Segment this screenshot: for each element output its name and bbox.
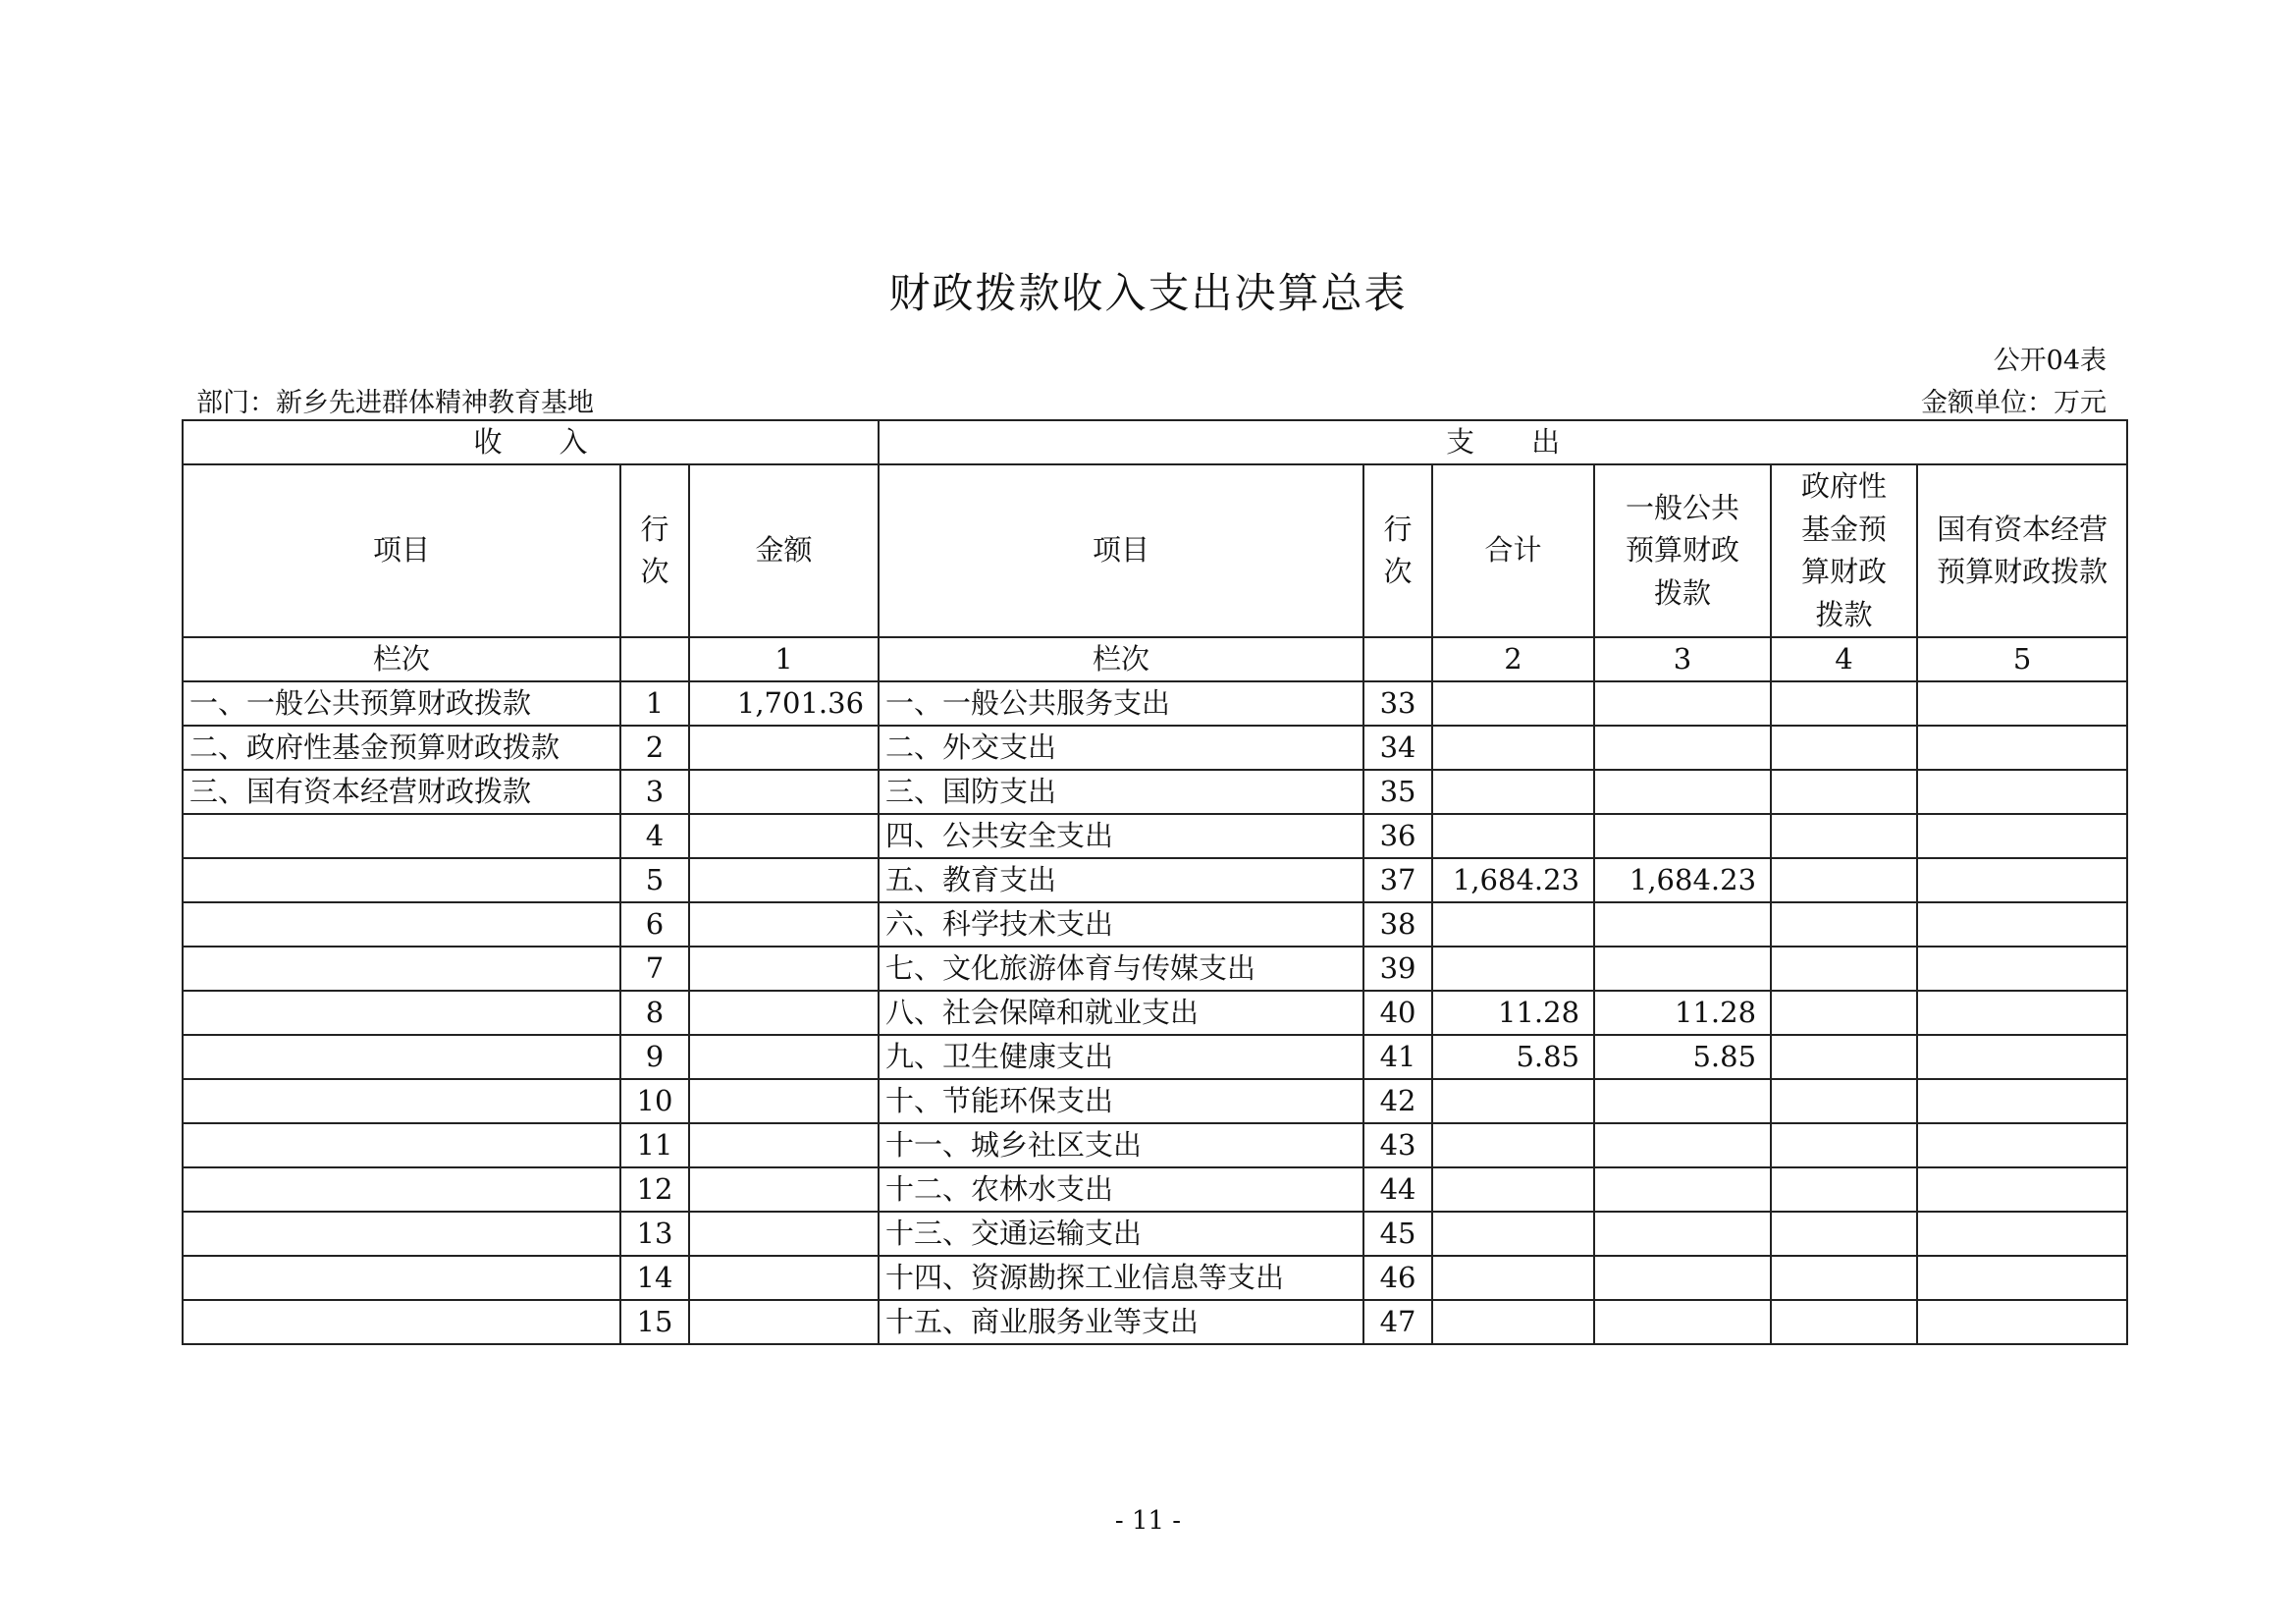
income-item-cell bbox=[183, 1167, 620, 1212]
income-row-cell: 9 bbox=[620, 1035, 689, 1079]
expense-item-cell: 九、卫生健康支出 bbox=[879, 1035, 1363, 1079]
income-amount-cell bbox=[689, 991, 879, 1035]
expense-row-cell: 34 bbox=[1363, 726, 1432, 770]
general-budget-cell bbox=[1594, 814, 1771, 858]
col-header-income-amount: 金额 bbox=[689, 464, 879, 637]
expense-item-cell: 二、外交支出 bbox=[879, 726, 1363, 770]
income-item-cell bbox=[183, 1300, 620, 1344]
income-item-cell bbox=[183, 902, 620, 947]
income-row-cell: 15 bbox=[620, 1300, 689, 1344]
income-amount-cell bbox=[689, 814, 879, 858]
income-item-cell: 三、国有资本经营财政拨款 bbox=[183, 770, 620, 814]
gov-fund-cell bbox=[1771, 1256, 1917, 1300]
expense-row-cell: 46 bbox=[1363, 1256, 1432, 1300]
gov-fund-cell bbox=[1771, 1123, 1917, 1167]
table-row bbox=[183, 991, 2127, 1035]
income-item-cell: 二、政府性基金预算财政拨款 bbox=[183, 726, 620, 770]
income-row-cell: 4 bbox=[620, 814, 689, 858]
department-label: 部门：新乡先进群体精神教育基地 bbox=[196, 388, 594, 418]
total-cell bbox=[1432, 902, 1594, 947]
state-capital-cell bbox=[1917, 681, 2127, 726]
table-row bbox=[183, 681, 2127, 726]
total-cell bbox=[1432, 770, 1594, 814]
general-budget-cell bbox=[1594, 681, 1771, 726]
income-item-cell bbox=[183, 858, 620, 902]
total-cell bbox=[1432, 681, 1594, 726]
state-capital-cell bbox=[1917, 1035, 2127, 1079]
total-cell bbox=[1432, 1256, 1594, 1300]
income-row-cell: 8 bbox=[620, 991, 689, 1035]
index-expense-item: 栏次 bbox=[879, 637, 1363, 681]
income-amount-cell bbox=[689, 902, 879, 947]
expense-item-cell: 十三、交通运输支出 bbox=[879, 1212, 1363, 1256]
total-cell bbox=[1432, 1079, 1594, 1123]
table-row bbox=[183, 814, 2127, 858]
expense-row-cell: 36 bbox=[1363, 814, 1432, 858]
amount-unit-label: 金额单位：万元 bbox=[1921, 388, 2107, 418]
expense-item-cell: 六、科学技术支出 bbox=[879, 902, 1363, 947]
expense-row-cell: 37 bbox=[1363, 858, 1432, 902]
state-capital-cell bbox=[1917, 1256, 2127, 1300]
index-total: 2 bbox=[1432, 637, 1594, 681]
col-header-expense-item: 项目 bbox=[879, 464, 1363, 637]
state-capital-cell bbox=[1917, 947, 2127, 991]
gov-fund-cell bbox=[1771, 902, 1917, 947]
gov-fund-cell bbox=[1771, 1300, 1917, 1344]
state-capital-cell bbox=[1917, 1123, 2127, 1167]
state-capital-cell bbox=[1917, 1300, 2127, 1344]
state-capital-cell bbox=[1917, 991, 2127, 1035]
income-amount-cell bbox=[689, 1300, 879, 1344]
general-budget-cell: 1,684.23 bbox=[1594, 858, 1771, 902]
form-number: 公开04表 bbox=[1993, 346, 2107, 376]
total-cell: 11.28 bbox=[1432, 991, 1594, 1035]
general-budget-cell: 5.85 bbox=[1594, 1035, 1771, 1079]
expense-item-cell: 三、国防支出 bbox=[879, 770, 1363, 814]
income-amount-cell bbox=[689, 1035, 879, 1079]
index-state-capital: 5 bbox=[1917, 637, 2127, 681]
income-row-cell: 13 bbox=[620, 1212, 689, 1256]
gov-fund-cell bbox=[1771, 947, 1917, 991]
state-capital-cell bbox=[1917, 1167, 2127, 1212]
income-amount-cell bbox=[689, 1212, 879, 1256]
total-cell bbox=[1432, 947, 1594, 991]
general-budget-cell bbox=[1594, 1212, 1771, 1256]
index-income-amount: 1 bbox=[689, 637, 879, 681]
col-header-income-item: 项目 bbox=[183, 464, 620, 637]
general-budget-cell bbox=[1594, 1256, 1771, 1300]
expense-item-cell: 七、文化旅游体育与传媒支出 bbox=[879, 947, 1363, 991]
income-item-cell bbox=[183, 1256, 620, 1300]
table-row bbox=[183, 947, 2127, 991]
total-cell bbox=[1432, 1300, 1594, 1344]
income-row-cell: 11 bbox=[620, 1123, 689, 1167]
table-row bbox=[183, 770, 2127, 814]
state-capital-cell bbox=[1917, 814, 2127, 858]
total-cell: 1,684.23 bbox=[1432, 858, 1594, 902]
expense-row-cell: 38 bbox=[1363, 902, 1432, 947]
budget-summary-table bbox=[182, 419, 2128, 1345]
income-row-cell: 2 bbox=[620, 726, 689, 770]
expense-item-cell: 十二、农林水支出 bbox=[879, 1167, 1363, 1212]
gov-fund-cell bbox=[1771, 1035, 1917, 1079]
table-row bbox=[183, 1123, 2127, 1167]
general-budget-cell: 11.28 bbox=[1594, 991, 1771, 1035]
income-amount-cell bbox=[689, 1079, 879, 1123]
income-row-cell: 3 bbox=[620, 770, 689, 814]
expense-item-cell: 五、教育支出 bbox=[879, 858, 1363, 902]
col-header-total: 合计 bbox=[1432, 464, 1594, 637]
income-row-cell: 6 bbox=[620, 902, 689, 947]
gov-fund-cell bbox=[1771, 814, 1917, 858]
income-row-cell: 1 bbox=[620, 681, 689, 726]
index-expense-row bbox=[1363, 637, 1432, 681]
index-income-row bbox=[620, 637, 689, 681]
general-budget-cell bbox=[1594, 726, 1771, 770]
income-item-cell bbox=[183, 1035, 620, 1079]
expense-row-cell: 43 bbox=[1363, 1123, 1432, 1167]
gov-fund-cell bbox=[1771, 1079, 1917, 1123]
total-cell bbox=[1432, 1123, 1594, 1167]
expense-row-cell: 39 bbox=[1363, 947, 1432, 991]
income-row-cell: 10 bbox=[620, 1079, 689, 1123]
table-row bbox=[183, 726, 2127, 770]
income-amount-cell: 1,701.36 bbox=[689, 681, 879, 726]
general-budget-cell bbox=[1594, 1167, 1771, 1212]
general-budget-cell bbox=[1594, 947, 1771, 991]
income-item-cell bbox=[183, 814, 620, 858]
col-header-state-capital: 国有资本经营预算财政拨款 bbox=[1917, 464, 2127, 637]
page-number: - 11 - bbox=[1114, 1506, 1182, 1536]
expense-item-cell: 十四、资源勘探工业信息等支出 bbox=[879, 1256, 1363, 1300]
general-budget-cell bbox=[1594, 902, 1771, 947]
expense-row-cell: 44 bbox=[1363, 1167, 1432, 1212]
income-amount-cell bbox=[689, 1123, 879, 1167]
total-cell: 5.85 bbox=[1432, 1035, 1594, 1079]
income-section-header: 收 入 bbox=[183, 420, 879, 464]
income-row-cell: 5 bbox=[620, 858, 689, 902]
income-row-cell: 14 bbox=[620, 1256, 689, 1300]
table-row bbox=[183, 1167, 2127, 1212]
income-item-cell: 一、一般公共预算财政拨款 bbox=[183, 681, 620, 726]
expense-row-cell: 45 bbox=[1363, 1212, 1432, 1256]
expense-section-header: 支 出 bbox=[879, 420, 2127, 464]
state-capital-cell bbox=[1917, 858, 2127, 902]
table-row bbox=[183, 1212, 2127, 1256]
income-row-cell: 12 bbox=[620, 1167, 689, 1212]
table-row bbox=[183, 1079, 2127, 1123]
table-row bbox=[183, 902, 2127, 947]
section-header-row bbox=[183, 420, 2127, 464]
col-header-income-row: 行次 bbox=[620, 464, 689, 637]
income-item-cell bbox=[183, 947, 620, 991]
expense-row-cell: 47 bbox=[1363, 1300, 1432, 1344]
state-capital-cell bbox=[1917, 902, 2127, 947]
income-amount-cell bbox=[689, 858, 879, 902]
index-general-budget: 3 bbox=[1594, 637, 1771, 681]
general-budget-cell bbox=[1594, 1123, 1771, 1167]
expense-item-cell: 八、社会保障和就业支出 bbox=[879, 991, 1363, 1035]
col-header-expense-row: 行次 bbox=[1363, 464, 1432, 637]
gov-fund-cell bbox=[1771, 1167, 1917, 1212]
state-capital-cell bbox=[1917, 1079, 2127, 1123]
total-cell bbox=[1432, 814, 1594, 858]
expense-row-cell: 33 bbox=[1363, 681, 1432, 726]
expense-row-cell: 35 bbox=[1363, 770, 1432, 814]
column-header-row bbox=[183, 464, 2127, 637]
gov-fund-cell bbox=[1771, 858, 1917, 902]
expense-row-cell: 41 bbox=[1363, 1035, 1432, 1079]
general-budget-cell bbox=[1594, 770, 1771, 814]
expense-item-cell: 四、公共安全支出 bbox=[879, 814, 1363, 858]
table-row bbox=[183, 858, 2127, 902]
expense-item-cell: 十五、商业服务业等支出 bbox=[879, 1300, 1363, 1344]
income-amount-cell bbox=[689, 726, 879, 770]
general-budget-cell bbox=[1594, 1300, 1771, 1344]
gov-fund-cell bbox=[1771, 1212, 1917, 1256]
income-item-cell bbox=[183, 1212, 620, 1256]
state-capital-cell bbox=[1917, 1212, 2127, 1256]
expense-row-cell: 42 bbox=[1363, 1079, 1432, 1123]
gov-fund-cell bbox=[1771, 681, 1917, 726]
table-row bbox=[183, 1300, 2127, 1344]
general-budget-cell bbox=[1594, 1079, 1771, 1123]
expense-item-cell: 十、节能环保支出 bbox=[879, 1079, 1363, 1123]
col-header-general-budget: 一般公共预算财政拨款 bbox=[1594, 464, 1771, 637]
income-amount-cell bbox=[689, 770, 879, 814]
income-amount-cell bbox=[689, 1256, 879, 1300]
gov-fund-cell bbox=[1771, 726, 1917, 770]
income-item-cell bbox=[183, 1123, 620, 1167]
gov-fund-cell bbox=[1771, 991, 1917, 1035]
page-title: 财政拨款收入支出决算总表 bbox=[888, 269, 1408, 317]
gov-fund-cell bbox=[1771, 770, 1917, 814]
state-capital-cell bbox=[1917, 726, 2127, 770]
expense-row-cell: 40 bbox=[1363, 991, 1432, 1035]
state-capital-cell bbox=[1917, 770, 2127, 814]
index-income-item: 栏次 bbox=[183, 637, 620, 681]
expense-item-cell: 一、一般公共服务支出 bbox=[879, 681, 1363, 726]
table-row bbox=[183, 1256, 2127, 1300]
total-cell bbox=[1432, 1167, 1594, 1212]
income-item-cell bbox=[183, 991, 620, 1035]
income-item-cell bbox=[183, 1079, 620, 1123]
table-row bbox=[183, 1035, 2127, 1079]
col-header-gov-fund: 政府性基金预算财政拨款 bbox=[1771, 464, 1917, 637]
income-amount-cell bbox=[689, 1167, 879, 1212]
index-gov-fund: 4 bbox=[1771, 637, 1917, 681]
expense-item-cell: 十一、城乡社区支出 bbox=[879, 1123, 1363, 1167]
total-cell bbox=[1432, 726, 1594, 770]
income-row-cell: 7 bbox=[620, 947, 689, 991]
income-amount-cell bbox=[689, 947, 879, 991]
column-index-row bbox=[183, 637, 2127, 681]
total-cell bbox=[1432, 1212, 1594, 1256]
